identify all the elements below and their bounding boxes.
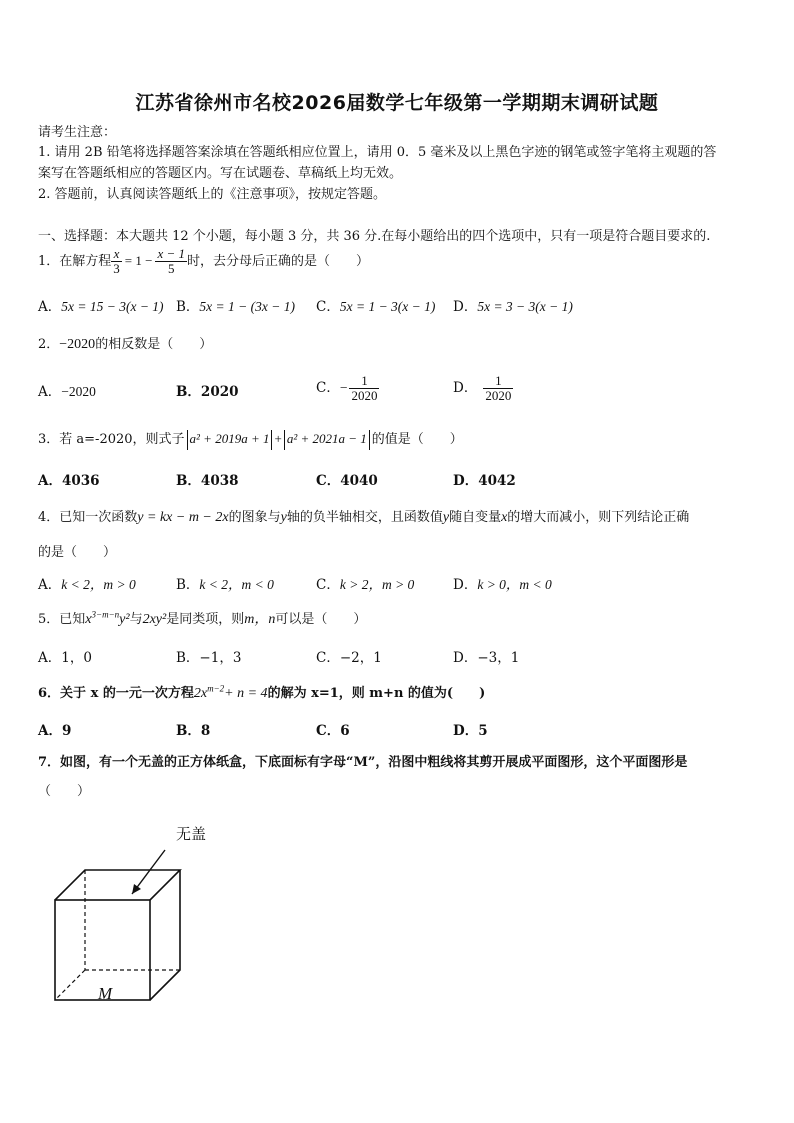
q5-option-b: B．−1，3 — [176, 650, 242, 666]
cube-right-edges — [150, 870, 180, 1000]
q4-option-c: C．k > 2，m > 0 — [316, 577, 415, 593]
question-5: 5．已知$x^{3-m-n}y^2$与2xy²是同类项，则m，n可以是（ ） — [38, 609, 367, 627]
notice-line-2: 2. 答题前，认真阅读答题纸上的《注意事项》，按规定答题。 — [38, 187, 387, 202]
question-6: 6．关于 x 的一元一次方程$2x^{m-2}+ n = 4$的解为 x=1，则 m+n 的值为( ) — [38, 683, 486, 701]
question-1 — [38, 246, 369, 277]
notice-heading: 请考生注意： — [38, 125, 117, 140]
q3-option-b: B．4038 — [176, 473, 239, 489]
q3-option-a: A．4036 — [38, 473, 100, 489]
cube-top-edges — [55, 870, 180, 900]
q4-option-d: D．k > 0，m < 0 — [453, 577, 552, 593]
cube-hidden-edge-diagonal — [55, 970, 85, 1000]
question-2: 2．−2020的相反数是（ ） — [38, 337, 213, 352]
face-letter-m: M — [98, 984, 113, 1003]
q1-prefix: 1．在解方程 — [38, 254, 112, 269]
q6-option-b: B．8 — [176, 723, 211, 739]
q5-option-d: D．−3，1 — [453, 650, 520, 666]
page-title: 江苏省徐州市名校2026届数学七年级第一学期期末调研试题 — [135, 92, 659, 114]
q6-option-c: C．6 — [316, 723, 350, 739]
q1-suffix: 时，去分母后正确的是（ ） — [187, 254, 370, 269]
q3-option-d: D．4042 — [453, 473, 516, 489]
question-4-line-2: 的是（ ） — [38, 545, 117, 560]
q6-option-d: D．5 — [453, 723, 488, 739]
question-7-line-2: （ ） — [38, 784, 91, 799]
q4-option-b: B．k < 2，m < 0 — [176, 577, 274, 593]
q6-option-a: A．9 — [38, 723, 72, 739]
notice-line-1b: 案写在答题纸相应的答题区内。写在试题卷、草稿纸上均无效。 — [38, 166, 403, 181]
question-3: 3．若 a=-2020，则式子 a² + 2019a + 1 + a² + 2021a − 1 的值是（ ） — [38, 427, 463, 452]
arrow-head-icon — [132, 884, 141, 894]
open-cube-figure — [40, 815, 240, 1015]
q1-option-a: A．5x = 15 − 3(x − 1) — [38, 299, 164, 315]
q1-fraction-1: $\frac{x}{3}$ — [113, 246, 120, 276]
q5-option-c: C．−2，1 — [316, 650, 382, 666]
q2-option-c: C．− $\frac{1}{2020}$ — [316, 373, 378, 403]
q2-option-d: D． $\frac{1}{2020}$ — [453, 373, 512, 403]
q5-option-a: A．1，0 — [38, 650, 92, 666]
notice-line-1a: 1. 请用 2B 铅笔将选择题答案涂填在答题纸相应位置上，请用 0．5 毫米及以上黑色字迹的钢笔或签字笔将主观题的答 — [38, 145, 717, 160]
q1-option-d: D．5x = 3 − 3(x − 1) — [453, 299, 573, 315]
q3-option-c: C．4040 — [316, 473, 378, 489]
q1-fraction-2: $\frac{x - 1}{5}$ — [157, 246, 185, 276]
q2-option-a: A．−2020 — [38, 384, 96, 400]
q4-option-a: A．k < 2，m > 0 — [38, 577, 136, 593]
q1-option-c: C．5x = 1 − 3(x − 1) — [316, 299, 436, 315]
question-4: 4．已知一次函数y = kx − m − 2x的图象与y轴的负半轴相交，且函数值y随自变量x的增大而减小，则下列结论正确 — [38, 510, 690, 525]
question-7: 7．如图，有一个无盖的正方体纸盒，下底面标有字母“M”，沿图中粗线将其剪开展成平面图形，这个平面图形是 — [38, 755, 688, 770]
q1-mid: = 1 − — [124, 253, 153, 268]
section-heading: 一、选择题：本大题共 12 个小题，每小题 3 分，共 36 分.在每小题给出的四个选项中，只有一项是符合题目要求的. — [38, 229, 711, 244]
q2-option-b: B．2020 — [176, 384, 239, 400]
figure-caption: 无盖 — [176, 825, 207, 843]
q1-option-b: B．5x = 1 − (3x − 1) — [176, 299, 295, 315]
